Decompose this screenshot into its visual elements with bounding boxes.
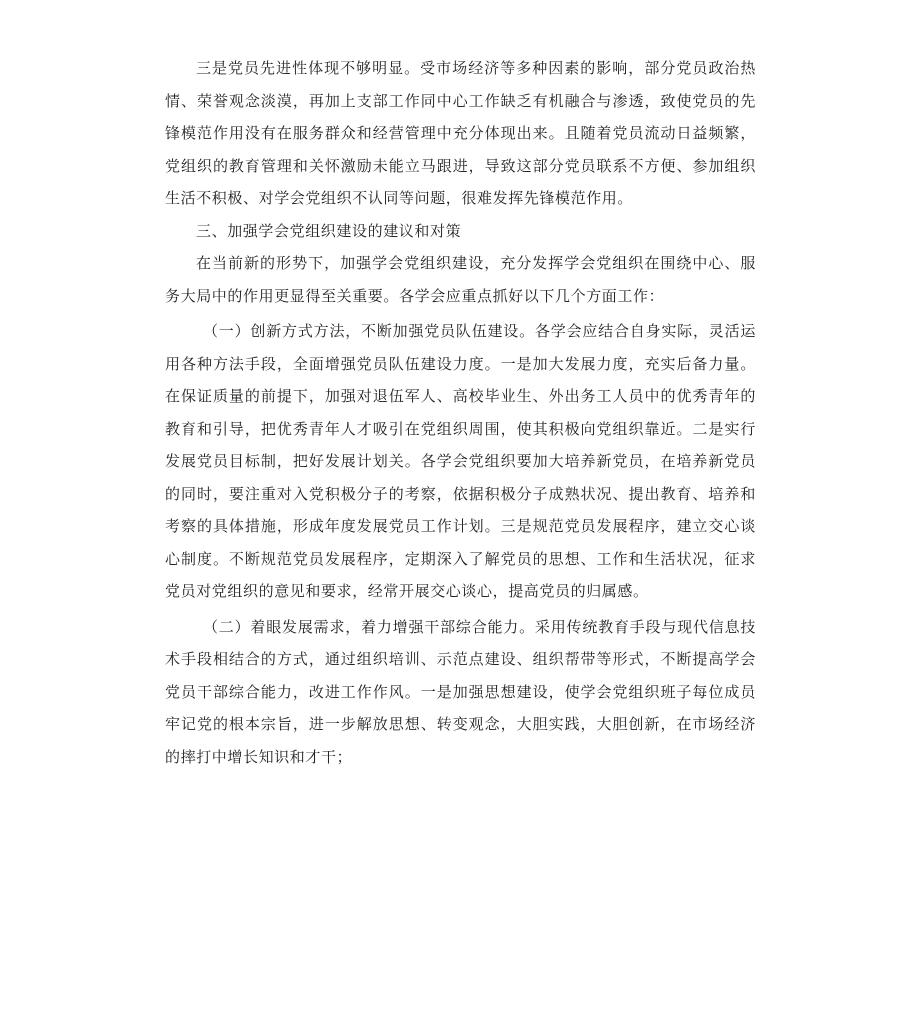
paragraph-item-one: （一）创新方式方法，不断加强党员队伍建设。各学会应结合自身实际，灵活运用各种方法手段，全面增强党员队伍建设力度。一是加大发展力度，充实后备力量。在保证质量的前提下，加强对退伍军人、高校毕业生、外出务工人员中的优秀青年的教育和引导，把优秀青年人才吸引在党组织周围，使其积极向党组织靠近。二是实行发展党员目标制，把好发展计划关。各学会党组织要加大培养新党员，在培养新党员的同时，要注重对入党积极分子的考察，依据积极分子成熟状况、提出教育、培养和考察的具体措施，形成年度发展党员工作计划。三是规范党员发展程序，建立交心谈心制度。不断规范党员发展程序，定期深入了解党员的思想、工作和生活状况，征求党员对党组织的意见和要求，经常开展交心谈心，提高党员的归属感。 xyxy=(165,322,756,600)
paragraph-intro: 在当前新的形势下，加强学会党组织建设，充分发挥学会党组织在围绕中心、服务大局中的作用更显得至关重要。各学会应重点抓好以下几个方面工作： xyxy=(165,254,756,305)
paragraph-item-two: （二）着眼发展需求，着力增强干部综合能力。采用传统教育手段与现代信息技术手段相结合的方式，通过组织培训、示范点建设、组织帮带等形式，不断提高学会党员干部综合能力，改进工作作风。一是加强思想建设，使学会党组织班子每位成员牢记党的根本宗旨，进一步解放思想、转变观念，大胆实践，大胆创新，在市场经济的摔打中增长知识和才干； xyxy=(165,617,756,766)
section-heading-suggestions: 三、加强学会党组织建设的建议和对策 xyxy=(196,221,462,240)
document-body xyxy=(165,52,756,773)
paragraph-party-member-advancement: 三是党员先进性体现不够明显。受市场经济等多种因素的影响，部分党员政治热情、荣誉观念淡漠，再加上支部工作同中心工作缺乏有机融合与渗透，致使党员的先锋模范作用没有在服务群众和经营管理中充分体现出来。且随着党员流动日益频繁，党组织的教育管理和关怀激励未能立马跟进，导致这部分党员联系不方便、参加组织生活不积极、对学会党组织不认同等问题，很难发挥先锋模范作用。 xyxy=(165,59,756,207)
